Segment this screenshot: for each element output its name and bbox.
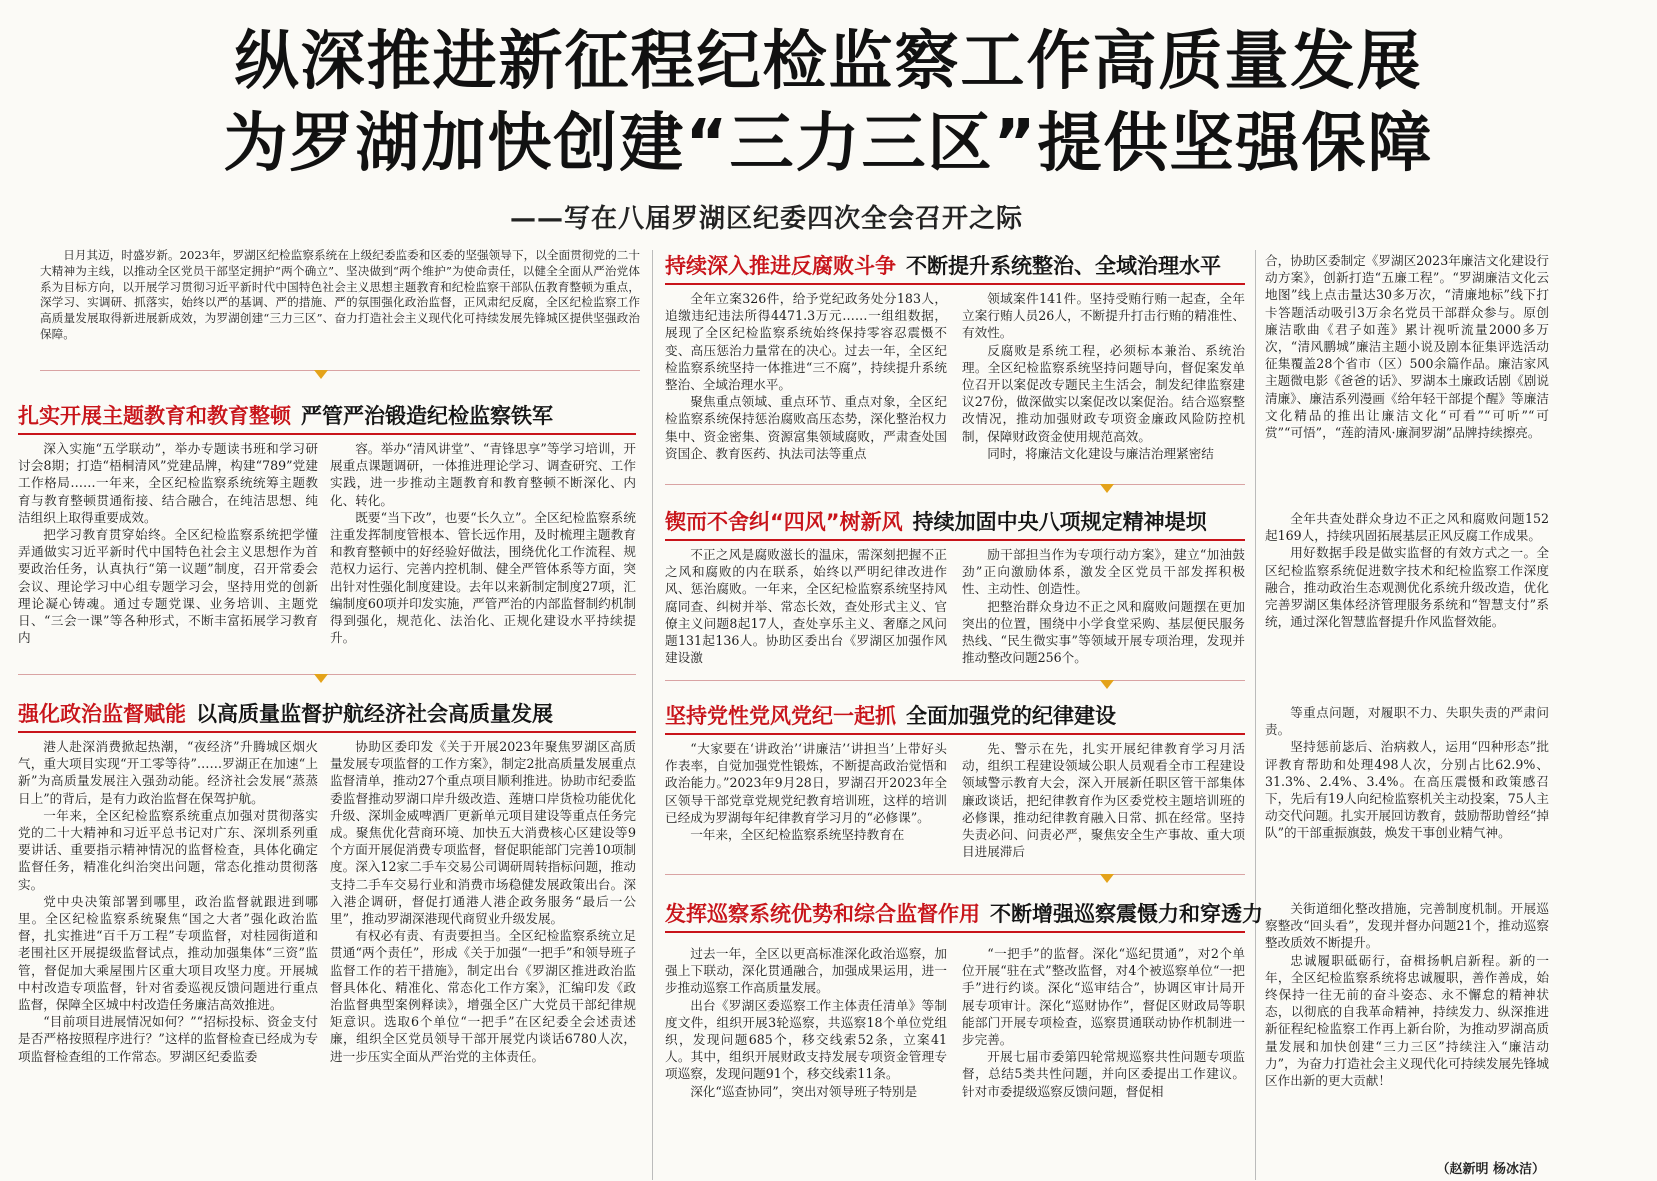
section-rule — [18, 731, 636, 733]
right-column-block — [1265, 704, 1549, 864]
right-column-block — [1265, 900, 1549, 1156]
section-rule — [665, 539, 1245, 541]
section-column — [962, 740, 1245, 862]
headline-line-2: 为罗湖加快创建“三力三区”提供坚强保障 — [223, 107, 1434, 181]
section-heading — [18, 700, 553, 728]
section-column — [665, 546, 947, 668]
section-marker — [1100, 680, 1114, 689]
section-rule — [665, 931, 1245, 933]
section-heading-red: 坚持党性党风党纪一起抓 — [665, 704, 896, 728]
section-heading — [665, 900, 1263, 928]
section-divider — [665, 874, 1245, 875]
lead-text: 日月其迈，时盛岁新。2023年，罗湖区纪检监察系统在上级纪委监委和区委的坚强领导下，以全面贯彻党的二十大精神为主线，以推动全区党员干部坚定拥护“两个确立”、坚决做到“两个维护”为使命责任，以健全全面从严治党体系为目标方向，以开展学习贯彻习近平新时代中国特色社会主义思想主题教育和纪检监察干部队伍教育整顿为重点，深学习、实调研、抓落实，始终以严的基调、严的措施、严的氛围强化政治监督，正风肃纪反腐，全区纪检监察工作高质量发展取得新进展新成效，为罗湖创建“三力三区”、奋力打造社会主义现代化可持续发展先锋城区提供坚强政治保障。 — [40, 248, 640, 341]
section-heading-red: 扎实开展主题教育和教育整顿 — [18, 404, 291, 428]
section-heading-black: 持续加固中央八项规定精神堤坝 — [912, 510, 1207, 534]
section-column — [18, 738, 318, 1178]
section-divider — [665, 484, 1245, 485]
right-column-text: 关街道细化整改措施，完善制度机制。开展巡察整改“回头看”，发现并督办问题21个，推动巡察整改质效不断提升。 忠诚履职砥砺行，奋楫扬帆启新程。新的一年，全区纪检监察系统将忠诚履职，善作善成，始终保持一往无前的奋斗姿态、永不懈怠的精神状态，以彻底的自我革命精神，持续发力、纵深推进新征程纪检监察工作再上新台阶，为推动罗湖高质量发展和加快创建“三力三区”持续注入“廉洁动力”，为奋力打造社会主义现代化可持续发展先锋城区作出新的更大贡献！ — [1265, 901, 1549, 1089]
section-heading — [665, 252, 1221, 280]
section-heading-red: 锲而不舍纠“四风”树新风 — [665, 510, 903, 534]
section-marker — [1100, 484, 1114, 493]
section-heading-black: 严管严治锻造纪检监察铁军 — [301, 404, 553, 428]
right-column-text: 全年共查处群众身边不正之风和腐败问题152起169人，持续巩固拓展基层正风反腐工作成果。 用好数据手段是做实监督的有效方式之一。全区纪检监察系统促进数字技术和纪检监察工作深度融合，推动政治生态观测优化系统升级改造，优化完善罗湖区集体经济管理服务系统和“智慧支付”系统，通过深化智慧监督提升作风监督效能。 — [1265, 511, 1549, 630]
section-heading — [665, 702, 1116, 730]
section-column — [962, 945, 1245, 1177]
section-heading — [18, 402, 553, 430]
section-text: 励干部担当作为专项行动方案》，建立“加油鼓劲”正向激励体系，激发全区党员干部发挥积极性、主动性、创造性。 把整治群众身边不正之风和腐败问题摆在更加突出的位置，围绕中小学食堂采购、基层便民服务热线、“民生微实事”等领域开展专项治理，发现并推动整改问题256个。 — [962, 547, 1245, 666]
section-heading-red: 强化政治监督赋能 — [18, 702, 186, 726]
section-heading-black: 不断提升系统整治、全域治理水平 — [906, 254, 1221, 278]
section-marker — [1100, 874, 1114, 883]
right-column-text: 合，协助区委制定《罗湖区2023年廉洁文化建设行动方案》，创新打造“五廉工程”。“罗湖廉洁文化云地图”线上点击量达30多万次，“清廉地标”线下打卡答题活动吸引3万余名党员干部群众参与。原创廉洁歌曲《君子如莲》累计视听流量2000多万次，“清风鹏城”廉洁主题小说及剧本征集评选活动征集覆盖28个省市（区）500余篇作品。廉洁家风主题微电影《爸爸的话》、罗湖本土廉政话剧《剧说清廉》、廉洁系列漫画《给年轻干部提个醒》等廉洁文化精品的推出让廉洁文化“可看”“可听”“可赏”“可悟”，“莲韵清风·廉洞罗湖”品牌持续擦亮。 — [1265, 253, 1549, 441]
section-column — [665, 740, 947, 862]
section-heading-black: 以高质量监督护航经济社会高质量发展 — [196, 702, 553, 726]
section-heading-black: 全面加强党的纪律建设 — [906, 704, 1116, 728]
section-marker — [314, 674, 328, 683]
section-text: “一把手”的监督。深化“巡纪贯通”，对2个单位开展“驻在式”整改监督，对4个被巡察单位“一把手”进行约谈。深化“巡审结合”，协调区审计局开展专项审计。深化“巡财协作”，督促区财政局等职能部门开展专项检查，巡察贯通联动协作机制进一步完善。 开展七届市委第四轮常规巡察共性问题专项监督，总结5类共性问题，并向区委提出工作建议。针对市委提级巡察反馈问题，督促相 — [962, 946, 1245, 1099]
section-text: 过去一年，全区以更高标准深化政治巡察，加强上下联动，深化贯通融合，加强成果运用，进一步推动巡察工作高质量发展。 出台《罗湖区委巡察工作主体责任清单》等制度文件，组织开展3轮巡察，共巡察18个单位党组织，发现问题685个，移交线索52条，立案41人。其中，组织开展财政支持发展专项资金管理专项巡察，发现问题91个，移交线索11条。 深化“巡查协同”，突出对领导班子特别是 — [665, 946, 947, 1099]
section-text: 全年立案326件，给予党纪政务处分183人，追缴违纪违法所得4471.3万元……一组组数据，展现了全区纪检监察系统始终保持零容忍震慑不变、高压惩治力量常在的决心。过去一年，全区纪检监察系统坚持一体推进“三不腐”，持续提升系统整治、全域治理水平。 聚焦重点领域、重点环节、重点对象，全区纪检监察系统保持惩治腐败高压态势，深化整治权力集中、资金密集、资源富集领域腐败，严肃查处国资国企、教育医药、执法司法等重点 — [665, 291, 947, 461]
headline-line-1: 纵深推进新征程纪检监察工作高质量发展 — [234, 25, 1423, 99]
section-text: 协助区委印发《关于开展2023年聚焦罗湖区高质量发展专项监督的工作方案》，制定2批高质量发展重点监督清单，推动27个重点项目顺利推进。协助市纪委监委监督推动罗湖口岸升级改造、莲塘口岸货检功能优化升级、深圳金威啤酒厂更新单元项目建设等重点任务完成。聚焦优化营商环境、加快五大消费核心区建设等9个方面开展促消费专项监督，督促职能部门完善10项制度。深入12家二手车交易公司调研周转指标问题，推动支持二手车交易行业和消费市场稳健发展政策出台。深入港企调研，督促打通港人港企政务服务“最后一公里”，推动罗湖深港现代商贸业升级发展。 有权必有责、有责要担当。全区纪检监察系统立足贯通“两个责任”，形成《关于加强“一把手”和领导班子监督工作的若干措施》，制定出台《罗湖区推进政治监督具体化、精准化、常态化工作方案》，汇编印发《政治监督典型案例释读》，增强全区广大党员干部纪律规矩意识。选取6个单位“一把手”在区纪委全会述责述廉，组织全区党员领导干部开展党内谈话6780人次，进一步压实全面从严治党的主体责任。 — [330, 739, 636, 1064]
section-divider — [665, 680, 1245, 681]
byline: （赵新明 杨冰洁） — [1436, 1162, 1545, 1177]
section-text: 领域案件141件。坚持受贿行贿一起查，全年立案行贿人员26人，不断提升打击行贿的精准性、有效性。 反腐败是系统工程，必须标本兼治、系统治理。全区纪检监察系统坚持问题导向，督促案发单位召开以案促改专题民主生活会，制发纪律监察建议27份，做深做实以案促改以案促治。结合巡察整改情况，推动加强财政专项资金廉政风险防控机制，保障财政资金使用规范高效。 同时，将廉洁文化建设与廉洁治理紧密结 — [962, 291, 1245, 461]
section-heading — [665, 508, 1207, 536]
column-divider — [1255, 250, 1256, 1180]
section-rule — [18, 433, 636, 435]
lead-divider — [40, 370, 640, 371]
section-rule — [665, 733, 1245, 735]
section-text: 港人赴深消费掀起热潮，“夜经济”升腾城区烟火气，重大项目实现“开工零等待”……罗湖正在加速“上新”为高质量发展注入强劲动能。经济社会发展“蒸蒸日上”的背后，是有力政治监督在保驾护航。 一年来，全区纪检监察系统重点加强对贯彻落实党的二十大精神和习近平总书记对广东、深圳系列重要讲话、重要指示精神情况的监督检查，具体化确定监督任务，精准化纠治突出问题，常态化推动贯彻落实。 党中央决策部署到哪里，政治监督就跟进到哪里。全区纪检监察系统聚焦“国之大者”强化政治监督，扎实推进“百千万工程”专项监督，对桂园街道和老围社区开展提级监督试点，推动加强集体“三资”监管，督促加大乘屋围片区重大项目攻坚力度。开展城中村改造专项监督，针对省委巡视反馈问题进行重点监督，保障全区城中村改造任务廉洁高效推进。 “目前项目进展情况如何？”“招标投标、资金支付是否严格按照程序进行？”这样的监督检查已经成为专项监督检查组的工作常态。罗湖区纪委监委 — [18, 739, 318, 1064]
section-text: 先、警示在先，扎实开展纪律教育学习月活动，组织工程建设领域公职人员观看全市工程建设领域警示教育大会，深入开展新任职区管干部集体廉政谈话，把纪律教育作为区委党校主题培训班的必修课，推动纪律教育融入日常、抓在经常。坚持失责必问、问责必严，聚焦安全生产事故、重大项目进展滞后 — [962, 741, 1245, 860]
right-column-block — [1265, 510, 1549, 668]
section-column — [665, 290, 947, 470]
section-column — [330, 440, 636, 662]
section-column — [18, 440, 318, 662]
subtitle: ——写在八届罗湖区纪委四次全会召开之际 — [510, 204, 1024, 234]
right-column-block — [1265, 252, 1549, 460]
section-column — [665, 945, 947, 1177]
section-text: 容。举办“清风讲堂”、“青锋思享”等学习培训，开展重点课题调研，一体推进理论学习、调查研究、工作实践，进一步推动主题教育和教育整顿不断深化、内化、转化。 既要“当下改”，也要“长久立”。全区纪检监察系统注重发挥制度管根本、管长远作用，及时梳理主题教育和教育整顿中的好经验好做法，围绕优化工作流程、规范权力运行、完善内控机制、健全严管体系等方面，突出针对性强化制度建设。去年以来新制定制度27项，汇编制度60项并印发实施，严管严治的内部监督制约机制得到强化，规范化、法治化、正规化建设水平持续提升。 — [330, 441, 636, 646]
column-divider — [652, 250, 653, 1180]
section-rule — [665, 283, 1245, 285]
section-heading-black: 不断增强巡察震慑力和穿透力 — [990, 902, 1263, 926]
section-text: 深入实施“五学联动”，举办专题读书班和学习研讨会8期；打造“梧桐清风”党建品牌，构建“789”党建工作格局……一年来，全区纪检监察系统统筹主题教育与教育整顿贯通衔接、结合融合，在纯洁思想、纯洁组织上取得重要成效。 把学习教育贯穿始终。全区纪检监察系统把学懂弄通做实习近平新时代中国特色社会主义思想作为首要政治任务，认真执行“第一议题”制度，召开常委会会议、理论学习中心组专题学习会，坚持用党的创新理论凝心铸魂。通过专题党课、业务培训、主题党日、“三会一课”等各种形式，不断丰富拓展学习教育内 — [18, 441, 318, 646]
section-heading-red: 持续深入推进反腐败斗争 — [665, 254, 896, 278]
section-text: 不正之风是腐败滋长的温床，需深刻把握不正之风和腐败的内在联系，始终以严明纪律改进作风、惩治腐败。一年来，全区纪检监察系统坚持风腐同查、纠树并举、常态长效，查处形式主义、官僚主义问题8起17人，查处享乐主义、奢靡之风问题131起136人。协助区委出台《罗湖区加强作风建设激 — [665, 547, 947, 666]
section-marker — [314, 370, 328, 379]
section-column — [962, 290, 1245, 470]
section-text: “大家要在‘讲政治’‘讲廉洁’‘讲担当’上带好头作表率，自觉加强党性锻炼，不断提高政治觉悟和政治能力。”2023年9月28日，罗湖召开2023年全区领导干部党章党规党纪教育培训班，这样的培训已经成为罗湖每年纪律教育学习月的“必修课”。 一年来，全区纪检监察系统坚持教育在 — [665, 741, 947, 843]
section-column — [962, 546, 1245, 668]
section-heading-red: 发挥巡察系统优势和综合监督作用 — [665, 902, 980, 926]
lead-paragraph — [40, 248, 640, 360]
section-column — [330, 738, 636, 1178]
right-column-text: 等重点问题，对履职不力、失职失责的严肃问责。 坚持惩前毖后、治病救人，运用“四种形态”批评教育帮助和处理498人次，分别占比62.9%、31.3%、2.4%、3.4%。在高压震慑和政策感召下，先后有19人向纪检监察机关主动投案，75人主动交代问题。扎实开展回访教育，鼓励帮助曾经“掉队”的干部重振旗鼓，焕发干事创业精气神。 — [1265, 705, 1549, 841]
